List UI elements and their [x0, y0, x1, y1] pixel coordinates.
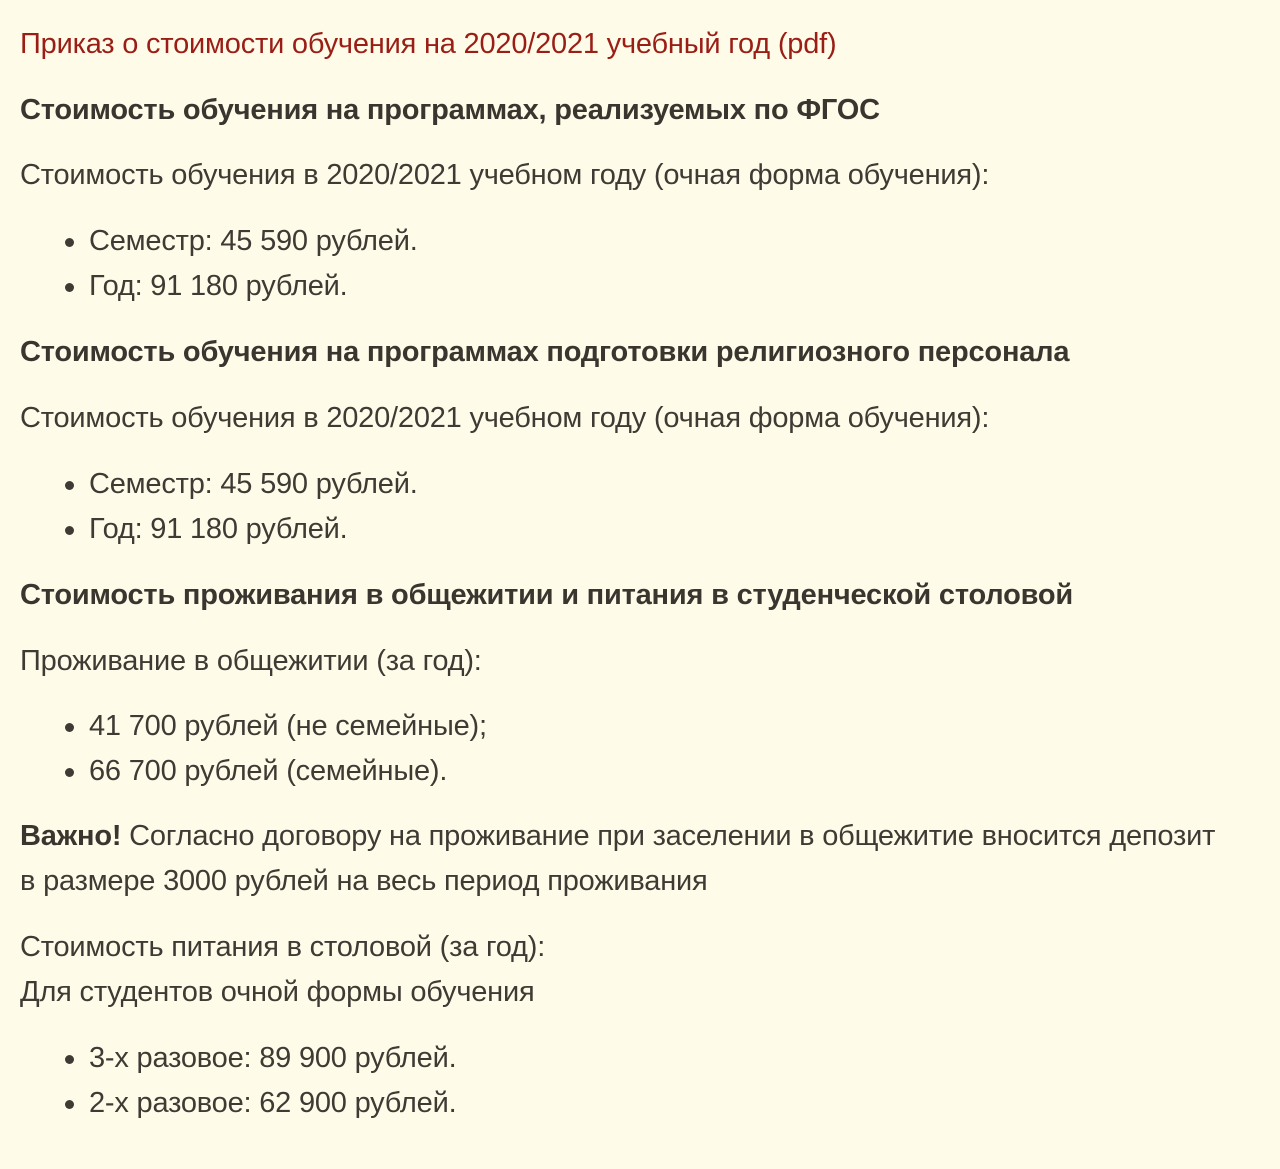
religious-heading: Стоимость обучения на программах подготовки религиозного персонала: [20, 336, 1070, 368]
bullet-icon: [65, 283, 74, 292]
fgos-price-list: [62, 219, 418, 309]
religious-price-list: [62, 462, 418, 552]
meals-price-list: [62, 1036, 456, 1126]
religious-intro: Стоимость обучения в 2020/2021 учебном году (очная форма обучения):: [20, 402, 990, 434]
list-item: Год: 91 180 рублей.: [62, 507, 418, 552]
housing-heading: Стоимость проживания в общежитии и питания в студенческой столовой: [20, 579, 1074, 611]
bullet-icon: [65, 768, 74, 777]
deposit-text: Согласно договору на проживание при заселении в общежитие вносится депозит в размере 3000 рублей на весь период проживания: [20, 820, 1216, 897]
housing-price-list: [62, 704, 487, 794]
list-item: 66 700 рублей (семейные).: [62, 749, 487, 794]
list-item: 2-х разовое: 62 900 рублей.: [62, 1081, 456, 1126]
list-item: Семестр: 45 590 рублей.: [62, 219, 418, 264]
bullet-icon: [65, 1055, 74, 1064]
list-item: 3-х разовое: 89 900 рублей.: [62, 1036, 456, 1081]
fgos-heading: Стоимость обучения на программах, реализуемых по ФГОС: [20, 94, 880, 126]
bullet-icon: [65, 526, 74, 535]
order-pdf-link[interactable]: Приказ о стоимости обучения на 2020/2021 учебный год (pdf): [20, 28, 837, 60]
fgos-intro: Стоимость обучения в 2020/2021 учебном году (очная форма обучения):: [20, 159, 990, 191]
bullet-icon: [65, 1100, 74, 1109]
meals-subtitle: Для студентов очной формы обучения: [20, 976, 535, 1008]
housing-intro: Проживание в общежитии (за год):: [20, 645, 482, 677]
deposit-notice: [20, 814, 1220, 904]
list-item: Семестр: 45 590 рублей.: [62, 462, 418, 507]
list-item: Год: 91 180 рублей.: [62, 264, 418, 309]
list-item: 41 700 рублей (не семейные);: [62, 704, 487, 749]
bullet-icon: [65, 481, 74, 490]
meals-intro: Стоимость питания в столовой (за год):: [20, 931, 546, 963]
important-label: Важно!: [20, 820, 122, 852]
bullet-icon: [65, 723, 74, 732]
bullet-icon: [65, 238, 74, 247]
